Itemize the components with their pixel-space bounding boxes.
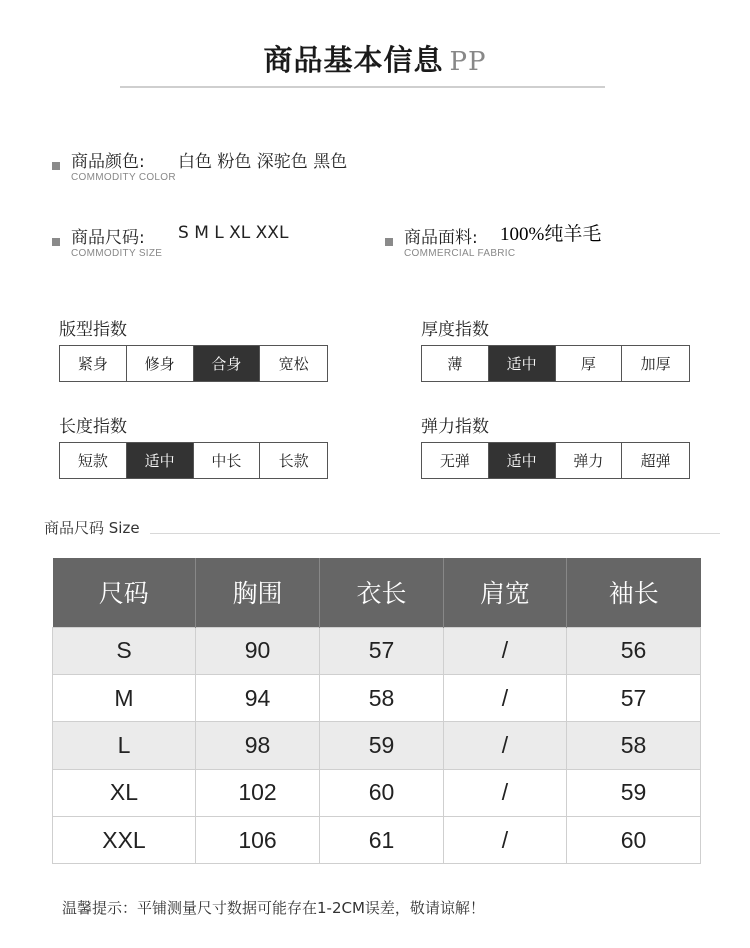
fit-index-scale — [59, 345, 328, 382]
brand-mark: PP — [449, 47, 487, 77]
title-divider — [120, 86, 605, 88]
fit-option: 宽松 — [278, 355, 309, 373]
length-option: 中长 — [194, 443, 261, 478]
table-cell: 90 — [196, 627, 320, 674]
length-option: 长款 — [278, 452, 309, 470]
fit-option: 合身 — [194, 346, 261, 381]
table-row — [53, 817, 701, 864]
table-cell: / — [444, 769, 567, 816]
elasticity-option: 无弹 — [422, 443, 489, 478]
table-cell: XL — [53, 769, 196, 816]
table-cell: / — [444, 627, 567, 674]
length-index-title: 长度指数 — [59, 417, 127, 437]
thickness-option: 厚 — [556, 346, 623, 381]
table-cell: 60 — [320, 769, 444, 816]
bullet-icon — [385, 238, 393, 246]
size-chart-heading: 商品尺码 Size — [44, 519, 140, 537]
table-cell: 106 — [196, 817, 320, 864]
color-value: 白色 粉色 深驼色 黑色 — [178, 152, 348, 172]
table-cell: 57 — [320, 627, 444, 674]
table-cell: M — [53, 674, 196, 721]
table-header-row — [53, 558, 701, 627]
elasticity-index-title: 弹力指数 — [421, 417, 489, 437]
thickness-index-title: 厚度指数 — [421, 320, 489, 340]
fabric-value: 100%纯羊毛 — [500, 224, 602, 245]
table-cell: L — [53, 722, 196, 769]
measurement-note: 温馨提示：平铺测量尺寸数据可能存在1-2CM误差，敬请谅解！ — [62, 899, 485, 917]
thickness-index-scale — [421, 345, 690, 382]
column-header: 肩宽 — [444, 558, 567, 627]
table-row — [53, 627, 701, 674]
fit-index-title: 版型指数 — [59, 320, 127, 340]
table-cell: 56 — [567, 627, 701, 674]
color-sublabel: COMMODITY COLOR — [71, 172, 176, 183]
fabric-sublabel: COMMERCIAL FABRIC — [404, 248, 516, 259]
table-cell: / — [444, 817, 567, 864]
size-sublabel: COMMODITY SIZE — [71, 248, 163, 259]
fabric-label: 商品面料: — [404, 228, 478, 248]
table-cell: / — [444, 722, 567, 769]
bullet-icon — [52, 238, 60, 246]
elasticity-index-scale — [421, 442, 690, 479]
size-chart-divider — [150, 533, 720, 534]
table-row — [53, 722, 701, 769]
table-cell: 102 — [196, 769, 320, 816]
table-cell: XXL — [53, 817, 196, 864]
column-header: 尺码 — [53, 558, 196, 627]
table-cell: 59 — [567, 769, 701, 816]
size-value: S M L XL XXL — [178, 223, 289, 243]
table-cell: 58 — [320, 674, 444, 721]
thickness-option: 加厚 — [640, 355, 671, 373]
elasticity-option: 弹力 — [556, 443, 623, 478]
bullet-icon — [52, 162, 60, 170]
size-label: 商品尺码: — [71, 228, 145, 248]
thickness-option: 薄 — [422, 346, 489, 381]
length-option: 短款 — [60, 443, 127, 478]
column-header: 袖长 — [567, 558, 701, 627]
table-cell: 94 — [196, 674, 320, 721]
color-label: 商品颜色: — [71, 152, 145, 172]
table-cell: 60 — [567, 817, 701, 864]
length-option: 适中 — [127, 443, 194, 478]
page-title-text: 商品基本信息 — [263, 43, 444, 77]
column-header: 胸围 — [196, 558, 320, 627]
length-index-scale — [59, 442, 328, 479]
table-cell: 58 — [567, 722, 701, 769]
size-chart-table — [52, 558, 701, 864]
table-cell: S — [53, 627, 196, 674]
page-title — [0, 38, 750, 79]
fit-option: 修身 — [127, 346, 194, 381]
table-cell: 57 — [567, 674, 701, 721]
elasticity-option: 超弹 — [640, 452, 671, 470]
table-cell: 98 — [196, 722, 320, 769]
table-cell: 61 — [320, 817, 444, 864]
table-row — [53, 674, 701, 721]
table-cell: 59 — [320, 722, 444, 769]
fit-option: 紧身 — [60, 346, 127, 381]
elasticity-option: 适中 — [489, 443, 556, 478]
table-row — [53, 769, 701, 816]
column-header: 衣长 — [320, 558, 444, 627]
table-cell: / — [444, 674, 567, 721]
thickness-option: 适中 — [489, 346, 556, 381]
